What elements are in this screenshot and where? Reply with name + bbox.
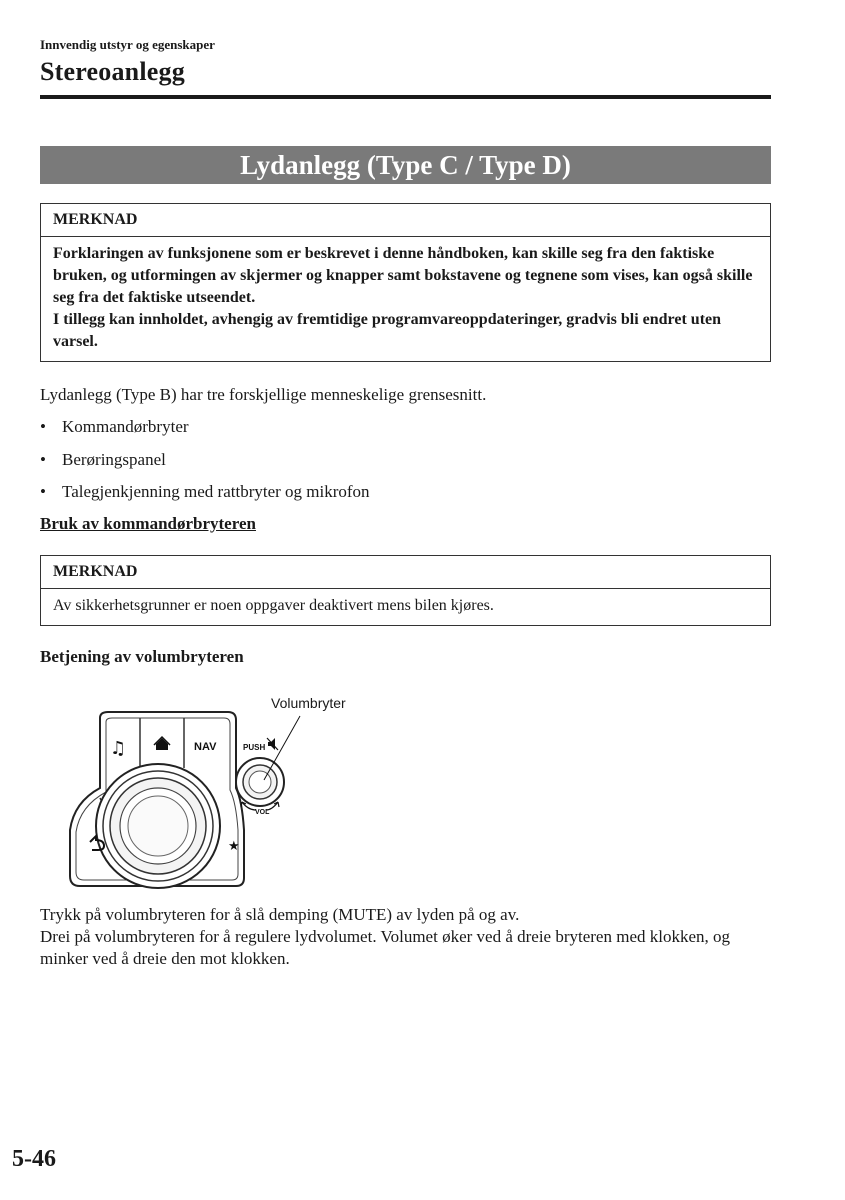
note-body: [41, 237, 770, 361]
note-box-2: [40, 555, 771, 626]
intro-text: Lydanlegg (Type B) har tre forskjellige menneskelige grensesnitt.: [40, 385, 487, 404]
paragraph-mute: Trykk på volumbryteren for å slå demping (MUTE) av lyden på og av.: [40, 905, 520, 924]
note-box-1: [40, 203, 771, 362]
paragraph-volume: Drei på volumbryteren for å regulere lydvolumet. Volumet øker ved å dreie bryteren med klokken, og minker ved å dreie den mot klokken.: [40, 927, 731, 968]
vol-label: VOL: [255, 809, 270, 816]
note-text: Av sikkerhetsgrunner er noen oppgaver deaktivert mens bilen kjøres.: [53, 597, 494, 614]
subheading: Bruk av kommandørbryteren: [40, 514, 256, 533]
section-title-bar: [40, 146, 771, 184]
music-note-icon: [110, 738, 126, 759]
mute-icon: [267, 738, 278, 750]
nav-label: NAV: [194, 741, 217, 753]
note-body: [41, 589, 770, 625]
section-title: Lydanlegg (Type C / Type D): [240, 149, 571, 180]
note-heading: MERKNAD: [41, 556, 770, 589]
bullet-icon: •: [40, 482, 46, 501]
svg-text:♫: ♫: [110, 738, 127, 759]
star-icon: [228, 839, 240, 854]
push-label: PUSH: [243, 743, 266, 752]
list-item: [40, 416, 189, 438]
page-number: 5-46: [12, 1146, 56, 1172]
list-item: [40, 449, 166, 471]
svg-text:★: ★: [228, 839, 240, 854]
volume-heading: Betjening av volumbryteren: [40, 647, 244, 666]
list-item-text: Talegjenkjenning med rattbryter og mikrofon: [62, 482, 370, 501]
list-item-text: Berøringspanel: [62, 450, 166, 469]
header-rule: [40, 95, 771, 99]
running-header-title: Stereoanlegg: [40, 57, 185, 86]
bullet-icon: •: [40, 417, 46, 436]
volume-switch-callout: Volumbryter: [271, 695, 346, 711]
note-text-1: Forklaringen av funksjonene som er beskrevet i denne håndboken, kan skille seg fra den faktiske bruken, og utformingen av skjermer og knapper samt bokstavene og tegnene som vises, kan også skille seg fra det faktiske utseendet.: [53, 245, 753, 306]
note-text-2: I tillegg kan innholdet, avhengig av fremtidige programvareoppdateringer, gradvis bli endret uten varsel.: [53, 311, 722, 350]
list-item: [40, 481, 370, 503]
list-item-text: Kommandørbryter: [62, 417, 189, 436]
commander-switch-figure: [60, 690, 380, 900]
bullet-icon: •: [40, 450, 46, 469]
running-header-section: Innvendig utstyr og egenskaper: [40, 37, 215, 52]
note-heading: MERKNAD: [41, 204, 770, 237]
